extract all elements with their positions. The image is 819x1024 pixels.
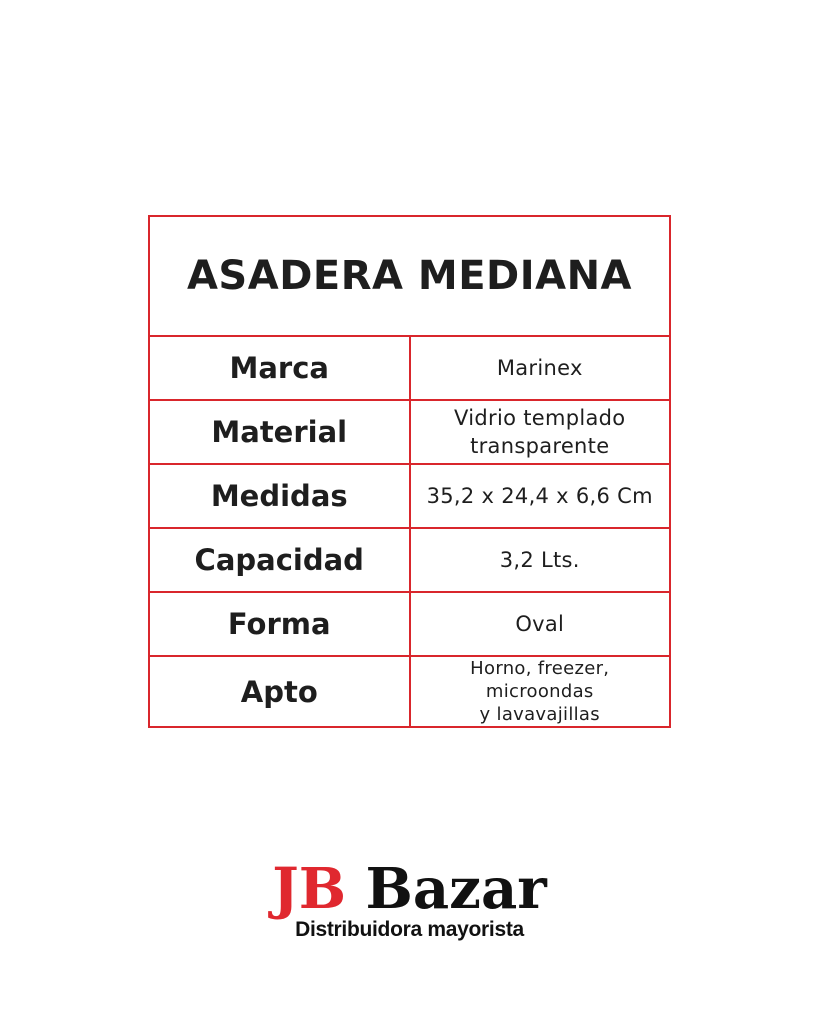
spec-table xyxy=(148,215,671,728)
spec-value xyxy=(410,464,671,528)
spec-label: Material xyxy=(149,400,410,464)
brand-logo xyxy=(0,858,819,942)
spec-value xyxy=(410,336,671,400)
spec-value-line: Vidrio templado xyxy=(454,406,626,430)
spec-value xyxy=(410,656,671,727)
spec-value xyxy=(410,592,671,656)
spec-value xyxy=(410,400,671,464)
spec-label: Apto xyxy=(149,656,410,727)
spec-value-line: 3,2 Lts. xyxy=(499,548,580,572)
spec-value xyxy=(410,528,671,592)
spec-value-line: 35,2 x 24,4 x 6,6 Cm xyxy=(426,484,653,508)
spec-row-capacidad xyxy=(149,528,670,592)
spec-value-line: y lavavajillas xyxy=(479,704,600,725)
spec-value-line: transparente xyxy=(470,434,610,458)
spec-value-line: Oval xyxy=(515,612,565,636)
spec-value-line: Marinex xyxy=(496,356,583,380)
spec-label: Marca xyxy=(149,336,410,400)
spec-row-medidas xyxy=(149,464,670,528)
spec-row-marca xyxy=(149,336,670,400)
spec-row-material xyxy=(149,400,670,464)
spec-value-line: Horno, freezer, microondas xyxy=(470,658,610,702)
logo-jb: JB xyxy=(272,856,347,922)
spec-label: Forma xyxy=(149,592,410,656)
product-title: ASADERA MEDIANA xyxy=(149,216,670,336)
spec-row-apto xyxy=(149,656,670,727)
logo-wordmark xyxy=(0,858,819,920)
spec-row-forma xyxy=(149,592,670,656)
brand-tagline: Distribuidora mayorista xyxy=(295,918,524,941)
spec-label: Medidas xyxy=(149,464,410,528)
spec-label: Capacidad xyxy=(149,528,410,592)
logo-bazar: Bazar xyxy=(365,856,547,922)
